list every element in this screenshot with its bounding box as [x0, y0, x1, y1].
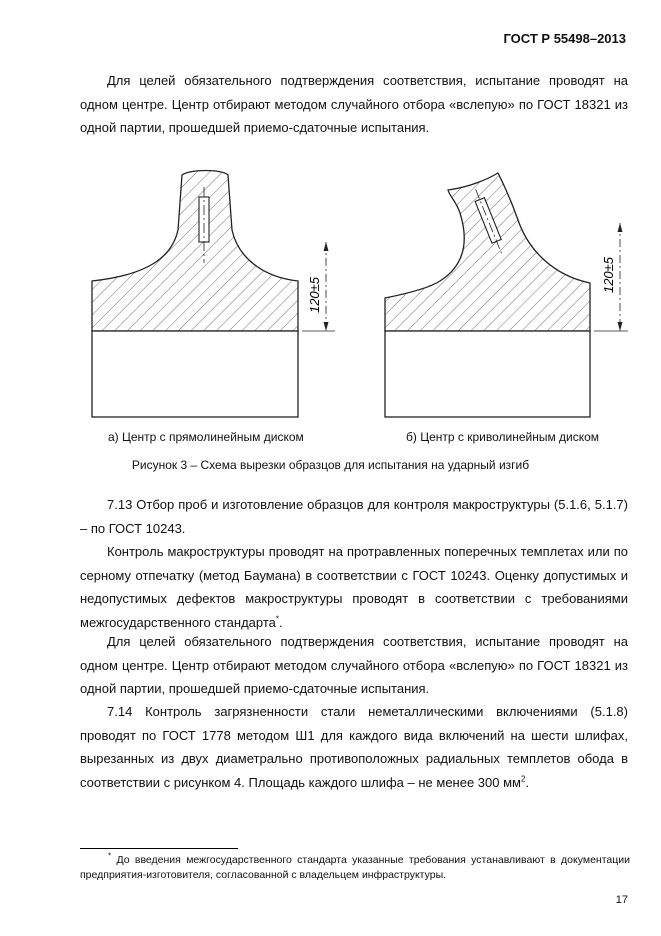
footnote — [80, 853, 630, 883]
section-7-14-period: . — [525, 774, 530, 790]
straight-disc-diagram — [92, 171, 335, 418]
figure-3-drawing — [0, 165, 661, 420]
area-unit-exponent: 2 — [520, 774, 526, 784]
footnote-divider — [80, 848, 238, 849]
curved-disc-diagram — [385, 173, 628, 417]
dimension-label-a: 120±5 — [307, 276, 322, 314]
page-number: 17 — [615, 894, 628, 906]
section-7-14-text: 7.14 Контроль загрязненности стали неметаллическими включениями (5.1.8) проводят по ГОСТ 1778 методом Ш1 для каждого вида включений на шести шлифах, вырезанных из двух диаметрально противоположных радиальных темплетов обода в соответствии с рисунком 4. Площадь каждого шлифа – не менее 300 мм — [80, 704, 628, 790]
figure-3 — [0, 165, 661, 420]
footnote-text: До введения межгосударственного стандарта указанные требования устанавливают в документации предприятия-изготовителя, согласованной с владельцем инфраструктуры. — [80, 854, 630, 881]
figure-title: Рисунок 3 – Схема вырезки образцов для испытания на ударный изгиб — [131, 458, 530, 472]
document-header: ГОСТ Р 55498–2013 — [503, 31, 626, 46]
caption-curved-disc: б) Центр с криволинейным диском — [406, 430, 600, 444]
footnote-reference: * — [275, 614, 279, 624]
section-7-13-heading: 7.13 Отбор проб и изготовление образцов для контроля макроструктуры (5.1.6, 5.1.7) – по ГОСТ 10243. — [80, 497, 628, 536]
section-7-14-paragraph — [80, 700, 628, 794]
paragraph-certification-1: Для целей обязательного подтверждения соответствия, испытание проводят на одном центре. Центр отбирают методом случайного отбора «вслепую» по ГОСТ 18321 из одной партии, прошедшей приемо-сдаточные испытания. — [80, 73, 628, 135]
caption-straight-disc: а) Центр с прямолинейным диском — [108, 430, 304, 444]
section-7-13-text: Контроль макроструктуры проводят на протравленных поперечных темплетах или по серному отпечатку (метод Баумана) в соответствии с ГОСТ 10243. Оценку допустимых и недопустимых дефектов макроструктуры проводят в соответствии с требованиями межгосударственного стандарта — [80, 544, 628, 630]
section-7-13-period: . — [279, 614, 283, 630]
section-7-13-paragraph — [80, 540, 628, 634]
paragraph-certification-2: Для целей обязательного подтверждения соответствия, испытание проводят на одном центре. Центр отбирают методом случайного отбора «вслепую» по ГОСТ 18321 из одной партии, прошедшей приемо-сдаточные испытания. — [80, 634, 628, 696]
dimension-label-b: 120±5 — [601, 256, 616, 294]
footnote-mark: * — [108, 851, 112, 861]
